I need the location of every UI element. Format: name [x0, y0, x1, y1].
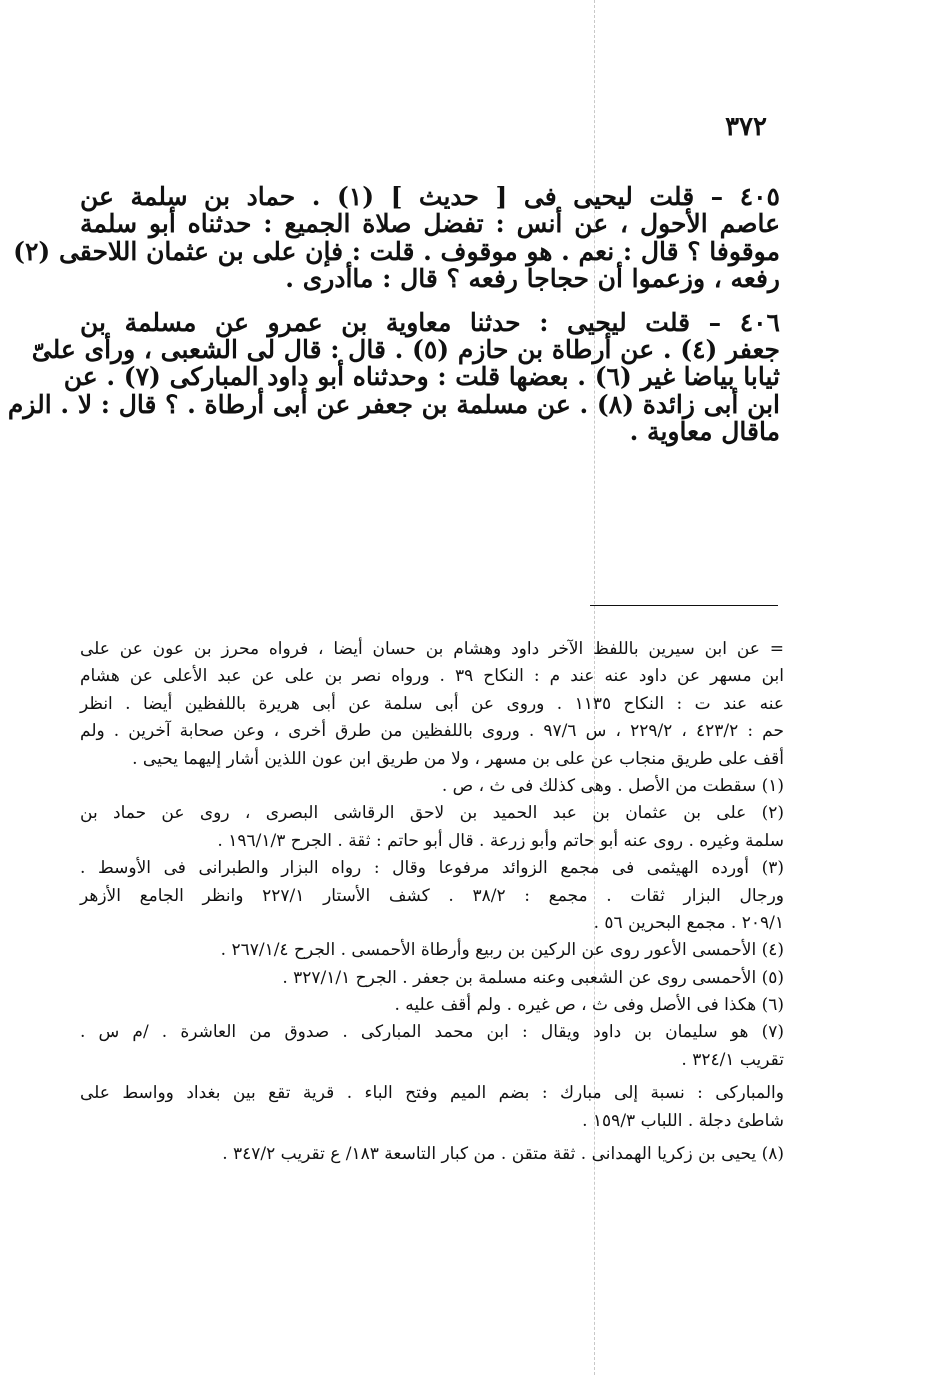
footnote-line: عنه عند ت : النكاح ١١٣٥ . وروى عن أبى سلمة عن أبى هريرة باللفظين أيضا . انظر [80, 693, 784, 714]
text-line: جعفر (٤) . عن أرطاة بن حازم (٥) . قال : قال لى الشعبى ، ورأى علىّ [31, 334, 780, 364]
footnote-line: شاطئ دجلة . اللباب ١٥٩/٣ . [582, 1110, 784, 1131]
footnote-line: (٧) هو سليمان بن داود ويقال : ابن محمد المباركى . صدوق من العاشرة . /م س . [80, 1022, 784, 1043]
footnote-2 [80, 800, 784, 855]
footnote-8 [80, 1141, 784, 1168]
footnote-line: = عن ابن سيرين باللفظ الآخر داود وهشام بن حسان أيضا ، فرواه محرز بن عون عن على [80, 639, 784, 659]
footnote-line: (٦) هكذا فى الأصل وفى ث ، ص غيره . ولم أقف عليه . [394, 995, 784, 1016]
footnote-3 [80, 855, 784, 937]
footnote-line: والمباركى : نسبة إلى مبارك : بضم الميم وفتح الباء . قرية تقع بين بغداد وواسط على [80, 1083, 784, 1104]
footnote-6 [80, 992, 784, 1019]
footnote-7-note [80, 1080, 784, 1135]
footnote-line: تقريب ٣٢٤/١ . [681, 1049, 784, 1070]
footnote-line: ابن مسهر عن داود عنه عند م : النكاح ٣٩ . ورواه نصر بن على عن عبد الأعلى عن هشام [80, 666, 784, 687]
footnote-line: ٢٠٩/١ . مجمع البحرين ٥٦ . [593, 912, 784, 933]
text-line: ٤٠٦ – قلت ليحيى : حدثنا معاوية بن عمرو عن مسلمة بن [80, 307, 780, 337]
footnote-7 [80, 1019, 784, 1074]
text-line: ثيابا بياضا غير (٦) . بعضها قلت : وحدثناه أبو داود المباركى (٧) . عن [63, 362, 780, 392]
footnote-line: سلمة وغيره . روى عنه أبو حاتم وأبو زرعة . قال أبو حاتم : ثقة . الجرح ١٩٦/١/٣ . [217, 830, 784, 851]
text-line: رفعه ، وزعموا أن حجاجا رفعه ؟ قال : ماأدرى . [285, 264, 780, 294]
footnote-line: حم : ٤٢٣/٢ ، ٢٢٩/٢ ، س ٩٧/٦ . وروى باللفظين من طرق أخرى ، وعن صحابة آخرين . ولم [80, 721, 784, 742]
text-line: موقوفا ؟ قال : نعم . هو موقوف . قلت : فإن على بن عثمان اللاحقى (٢) [13, 236, 780, 266]
text-line: ماقال معاوية . [629, 417, 780, 447]
footnote-line: (٨) يحيى بن زكريا الهمدانى . ثقة متقن . من كبار التاسعة ١٨٣/ ع تقريب ٣٤٧/٢ . [222, 1144, 784, 1165]
footnote-line: (٤) الأحمسى الأعور روى عن الركين بن ربيع وأرطاة الأحمسى . الجرح ٢٦٧/١/٤ . [220, 940, 784, 961]
footnote-separator [590, 605, 778, 606]
footnote-line: (٥) الأحمسى روى عن الشعبى وعنه مسلمة بن جعفر . الجرح ٣٢٧/١/١ . [282, 967, 784, 988]
footnote-5 [80, 965, 784, 992]
text-line: ٤٠٥ – قلت ليحيى فى [ حديث ] (١) . حماد بن سلمة عن [80, 182, 780, 211]
paragraph-406 [7, 304, 780, 447]
text-line: عاصم الأحول ، عن أنس : تفضل صلاة الجميع : حدثناه أبو سلمة [80, 209, 780, 239]
footnote-continuation [80, 636, 784, 773]
footnote-line: أقف على طريق منجاب عن على بن مسهر ، ولا من طريق ابن عون اللذين أشار إليهما يحيى . [132, 748, 784, 769]
paragraph-405 [13, 178, 780, 294]
footnote-4 [80, 937, 784, 964]
footnotes [80, 636, 784, 1168]
footnote-1 [80, 773, 784, 800]
footnote-line: (١) سقطت من الأصل . وهى كذلك فى ث ، ص . [441, 775, 784, 796]
main-text [7, 178, 780, 457]
text-line: ابن أبى زائدة (٨) . عن مسلمة بن جعفر عن أبى أرطاة . ؟ قال : لا . الزم [7, 389, 780, 419]
footnote-line: ورجال البزار ثقات . مجمع : ٣٨/٢ . كشف الأستار ٢٢٧/١ وانظر الجامع الأزهر [80, 885, 784, 906]
footnote-line: (٣) أورده الهيثمى فى مجمع الزوائد مرفوعا وقال : رواه البزار والطبرانى فى الأوسط . [80, 858, 784, 879]
footnote-line: (٢) على بن عثمان بن عبد الحميد بن لاحق الرقاشى البصرى ، روى عن حماد بن [80, 803, 784, 824]
page-number: ٣٧٢ [725, 112, 767, 142]
